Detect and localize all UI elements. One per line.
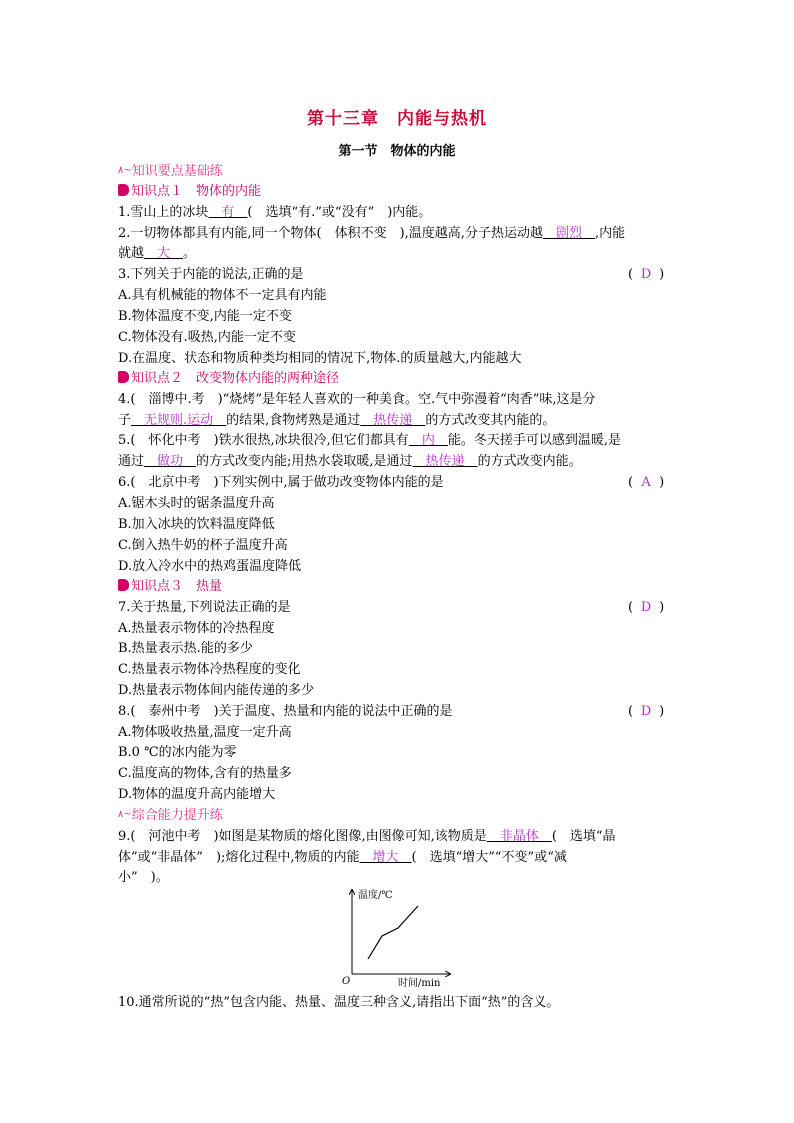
- question-3-answer: ( D ): [628, 267, 665, 282]
- question-8-answer: ( D ): [628, 704, 665, 719]
- option: B.物体温度不变,内能一定不变: [118, 309, 292, 324]
- question-2-line-2: 就越 大 。: [118, 246, 197, 261]
- flag-icon: [118, 184, 129, 196]
- practice-header-advanced: ٨~综合能力提升练: [118, 808, 223, 823]
- melting-curve: [368, 906, 418, 959]
- option: D.在温度、状态和物质种类均相同的情况下,物体.的质量越大,内能越大: [118, 351, 522, 366]
- question-7-answer: ( D ): [628, 600, 665, 615]
- knowledge-point-3: 知识点３ 热量: [118, 579, 222, 595]
- y-axis-label: 温度/℃: [358, 890, 393, 901]
- option: C.物体没有.吸热,内能一定不变: [118, 330, 296, 345]
- option: A.具有机械能的物体不一定具有内能: [118, 288, 327, 303]
- answer-blank: 做功: [144, 454, 197, 469]
- option: D.热量表示物体间内能传递的多少: [118, 683, 315, 698]
- knowledge-point-2: 知识点２ 改变物体内能的两种途径: [118, 371, 339, 387]
- option: C.温度高的物体,含有的热量多: [118, 766, 292, 781]
- question-3-stem: 3.下列关于内能的说法,正确的是: [118, 267, 304, 282]
- option: B.加入冰块的饮料温度降低: [118, 517, 275, 532]
- option: B.0 ℃的冰内能为零: [118, 745, 237, 760]
- question-2-line-1: 2.一切物体都具有内能,同一个物体( 体积不变 ),温度越高,分子热运动越 剧烈 ,内能: [118, 226, 626, 241]
- answer-blank: 内: [408, 433, 448, 448]
- tilde-mark-icon: ٨~: [118, 165, 132, 176]
- section-title: 第一节 物体的内能: [338, 144, 456, 159]
- question-9-line-3: 小” )。: [118, 870, 169, 885]
- answer-blank: 无规则.运动: [131, 413, 227, 428]
- question-9-line-1: 9.( 河池中考 )如图是某物质的熔化图像,由图像可知,该物质是 非晶体 ( 选填“晶: [118, 829, 616, 844]
- answer-blank: 热传递: [360, 413, 426, 428]
- answer-blank: 有: [208, 205, 248, 220]
- question-6-answer: ( A ): [628, 475, 665, 490]
- question-9-line-2: 体”或“非晶体” );熔化过程中,物质的内能 增大 ( 选填“增大”“不变”或“减: [118, 850, 567, 865]
- option: B.热量表示热.能的多少: [118, 641, 253, 656]
- option: A.热量表示物体的冷热程度: [118, 621, 275, 636]
- answer-blank: 大: [144, 246, 184, 261]
- origin-label: O: [342, 976, 351, 987]
- option: C.热量表示物体冷热程度的变化: [118, 662, 301, 677]
- melting-graph: [338, 884, 458, 990]
- question-7-stem: 7.关于热量,下列说法正确的是: [118, 600, 291, 615]
- question-5-line-2: 通过 做功 的方式改变内能;用热水袋取暖,是通过 热传递 的方式改变内能。: [118, 454, 582, 469]
- option: A.物体吸收热量,温度一定升高: [118, 725, 292, 740]
- answer-blank: 非晶体: [486, 829, 552, 844]
- question-4-line-1: 4.( 淄博中.考 )“烧烤”是年轻人喜欢的一种美食。空.气中弥漫着“肉香”味,这是分: [118, 392, 596, 407]
- flag-icon: [118, 579, 129, 591]
- flag-icon: [118, 371, 129, 383]
- chapter-title: 第十三章 内能与热机: [307, 109, 487, 129]
- practice-header-basic: ٨~知识要点基础练: [118, 164, 223, 179]
- question-5-line-1: 5.( 怀化中考 )铁水很热,冰块很冷,但它们都具有 内 能。冬天搓手可以感到温暖,是: [118, 433, 621, 448]
- question-1: 1.雪山上的冰块 有 ( 选填“有.”或“没有” )内能。: [118, 205, 432, 220]
- question-8-stem: 8.( 泰州中考 )关于温度、热量和内能的说法中正确的是: [118, 704, 453, 719]
- answer-blank: 剧烈: [542, 226, 595, 241]
- option: D.物体的温度升高内能增大: [118, 787, 276, 802]
- tilde-mark-icon: ٨~: [118, 809, 132, 820]
- option: C.倒入热牛奶的杯子温度升高: [118, 538, 288, 553]
- question-6-stem: 6.( 北京中考 )下列实例中,属于做功改变物体内能的是: [118, 475, 444, 490]
- x-axis-label: 时间/min: [398, 978, 441, 989]
- question-10: 10.通常所说的“热”包含内能、热量、温度三种含义,请指出下面“热”的含义。: [118, 995, 560, 1010]
- answer-blank: 增大: [359, 850, 412, 865]
- answer-blank: 热传递: [412, 454, 478, 469]
- option: D.放入冷水中的热鸡蛋温度降低: [118, 559, 302, 574]
- option: A.锯木头时的锯条温度升高: [118, 496, 275, 511]
- knowledge-point-1: 知识点１ 物体的内能: [118, 184, 261, 200]
- question-4-line-2: 子 无规则.运动 的结果,食物烤熟是通过 热传递 的方式改变其内能的。: [118, 413, 556, 428]
